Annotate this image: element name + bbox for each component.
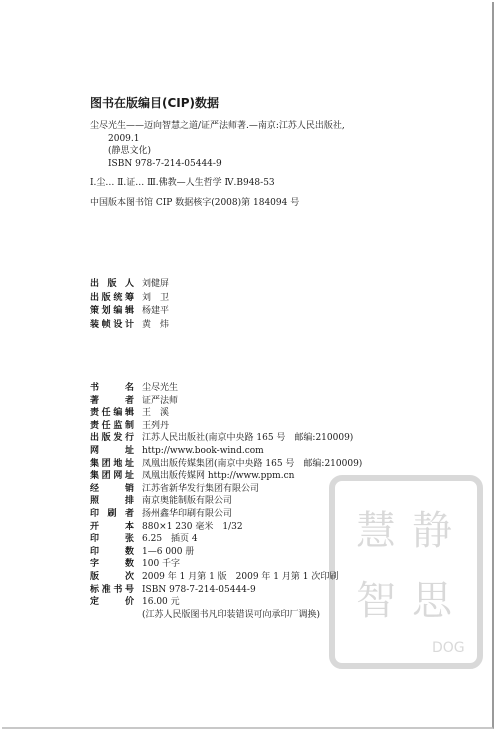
detail-row: 印 张 6.25 插页 4: [90, 534, 198, 545]
detail-row: 集团地址 凤凰出版传媒集团(南京中央路 165 号 邮编:210009): [90, 458, 363, 469]
cip-line: ISBN 978-7-214-05444-9: [108, 158, 222, 169]
details-block: [90, 382, 362, 621]
svg-text:慧: 慧: [356, 508, 396, 554]
detail-row: 照 排 南京奥能制版有限公司: [90, 496, 233, 507]
detail-row: (江苏人民版图书凡印装错误可向承印厂调换): [142, 609, 321, 620]
detail-row: 开 本 880×1 230 毫米 1/32: [90, 521, 243, 532]
svg-text:DOG: DOG: [432, 640, 465, 656]
detail-row: 标准书号 ISBN 978-7-214-05444-9: [90, 584, 256, 595]
staff-row: 策划编辑 杨建平: [90, 306, 170, 316]
cip-spacer: [90, 170, 420, 177]
detail-row: 集团网址 凤凰出版传媒网 http://www.ppm.cn: [90, 471, 295, 482]
staff-row: 出 版 人 刘健屏: [90, 279, 170, 289]
detail-row: 责任监制 王列丹: [90, 420, 170, 431]
page: [2, 2, 494, 729]
staff-row: 出版统筹 刘 卫: [90, 292, 170, 303]
cip-spacer: [90, 190, 420, 197]
cip-line: 尘尽光生——迈向智慧之道/证严法师著.—南京:江苏人民出版社,: [90, 121, 345, 131]
detail-row: 字 数 100 千字: [90, 559, 181, 570]
staff-block: [90, 278, 169, 332]
publisher-seal-watermark: [328, 474, 484, 670]
cip-line: 中国版本图书馆 CIP 数据核字(2008)第 184094 号: [90, 197, 300, 208]
staff-row: 装帧设计 黄 炜: [90, 319, 170, 330]
detail-row: 版 次 2009 年 1 月第 1 版 2009 年 1 月第 1 次印刷: [90, 571, 339, 582]
detail-row: 书 名 尘尽光生: [90, 383, 179, 393]
cip-line: (静思文化): [108, 146, 152, 156]
detail-row: 印 数 1—6 000 册: [90, 546, 195, 557]
svg-text:静: 静: [412, 508, 452, 554]
detail-row: 定 价 16.00 元: [90, 597, 180, 608]
detail-row: 网 址 http://www.book-wind.com: [90, 445, 264, 456]
detail-row: 著 者 证严法师: [90, 395, 179, 406]
cip-line: Ⅰ.尘… Ⅱ.证… Ⅲ.佛教—人生哲学 Ⅳ.B948-53: [90, 178, 275, 188]
detail-row: 经 销 江苏省新华发行集团有限公司: [90, 483, 260, 494]
svg-text:智: 智: [356, 578, 396, 624]
detail-row: 印 刷 者 扬州鑫华印刷有限公司: [90, 508, 233, 519]
detail-row: 责任编辑 王 溪: [90, 408, 170, 419]
svg-text:思: 思: [412, 578, 452, 624]
cip-block: [90, 120, 420, 209]
cip-line: 2009.1: [108, 133, 140, 144]
detail-row: 出版发行 江苏人民出版社(南京中央路 165 号 邮编:210009): [90, 433, 354, 444]
cip-heading: 图书在版编目(CIP)数据: [90, 96, 220, 110]
